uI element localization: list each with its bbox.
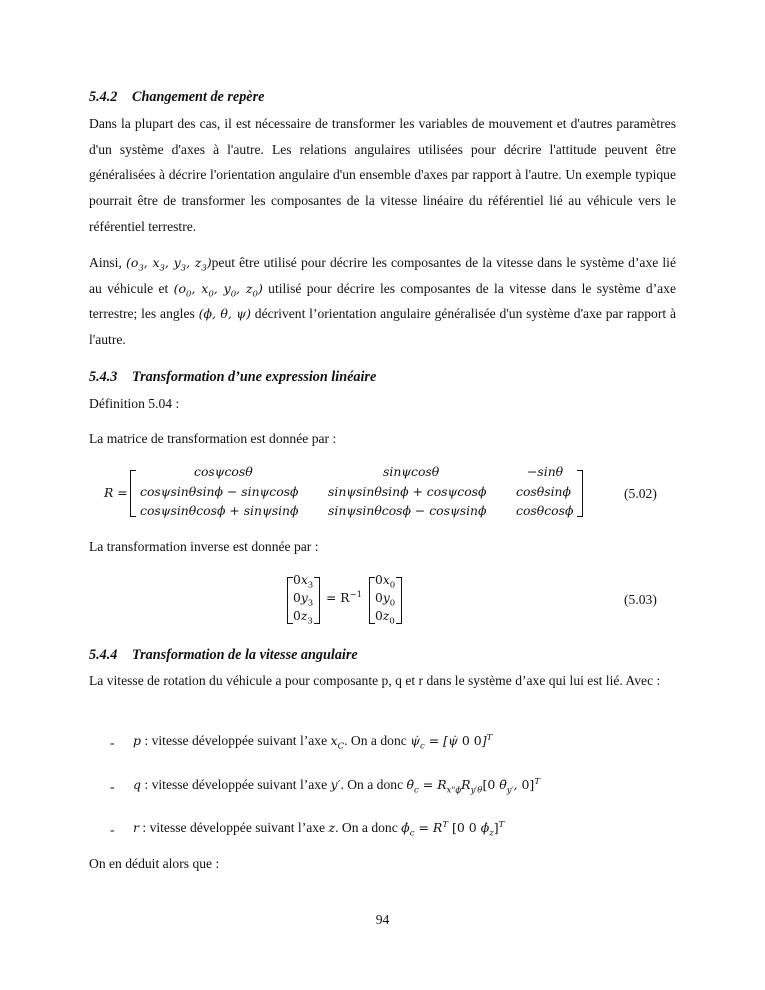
para2-part-a: Ainsi, [89, 255, 122, 270]
equation-number-5-03: (5.03) [624, 592, 657, 607]
vector-entry: $0x_0$ [375, 573, 396, 591]
inverse-intro: La transformation inverse est donnée par : [89, 539, 319, 554]
var-r: r [133, 820, 139, 835]
on-a-donc: . On a donc [344, 733, 407, 748]
vector-entry: $0y_3$ [293, 591, 314, 609]
vector-entry: $0y_0$ [375, 591, 396, 609]
vector-entry: $0z_3$ [293, 609, 313, 627]
definition-label: Définition 5.04 : [89, 396, 180, 411]
matrix-cell: −sinθ [527, 464, 564, 479]
section-heading-5-4-2 [89, 89, 676, 106]
matrix-cell: cosθsinϕ [516, 484, 571, 499]
bullet-dash: - [110, 779, 115, 794]
bullet-dash: - [110, 822, 115, 837]
matrix-cell: cosθcosϕ [516, 503, 574, 518]
var-q: q [133, 777, 142, 792]
axis-y-prime: y′ [330, 777, 341, 792]
section-number: 5.4.2 [89, 89, 118, 105]
matrix-lhs: R = [104, 485, 128, 500]
math-o0-frame: ($o_0$, $x_0$, $y_0$, $z_0$) [173, 280, 263, 300]
inverse-exponent: −1 [349, 589, 363, 600]
bullet-p [133, 732, 493, 752]
formula-theta: $\thetȧ_c = R_{x"\phi}R_{y'\theta}[0$ $\thetȧ_{y'}$, 0]$^T$ [406, 776, 540, 796]
section-number: 5.4.3 [89, 369, 118, 385]
formula-phi: $\phi̇_c = R^T$ [0 0 $\phi̇_z]^T$ [401, 819, 505, 839]
matrix-intro: La matrice de transformation est donnée par : [89, 431, 337, 446]
inverse-operator [326, 591, 362, 605]
section-heading-5-4-4 [89, 647, 676, 664]
bullet-text: : vitesse développée suivant l’axe [144, 777, 328, 792]
matrix-left-bracket [130, 470, 136, 517]
var-p: p [133, 733, 142, 748]
on-a-donc: . On a donc [335, 820, 398, 835]
page-number: 94 [375, 912, 390, 927]
matrix-cell: sinψsinθcosϕ − cosψsinϕ [328, 503, 487, 518]
conclusion-line: On en déduit alors que : [89, 856, 220, 871]
vector-right-bracket [314, 577, 320, 624]
section-heading-5-4-3 [89, 369, 676, 386]
matrix-cell: cosψsinθsinϕ − sinψcosϕ [140, 484, 299, 499]
equation-number-5-02: (5.02) [624, 486, 657, 501]
axis-z: z [328, 820, 336, 835]
section-title: Transformation de la vitesse angulaire [132, 647, 358, 663]
para2-part-d: décrivent l’orientation angulaire généralisée d'un système d'axe par rapport à l'autre. [89, 306, 677, 348]
paragraph-1: Dans la plupart des cas, il est nécessaire de transformer les variables de mouvement et d'autres paramètres d'un système d'axes à l'autre. Les relations angulaires utilisées pour décrire l'attitude peuvent être généralisées à décrire l'orientation angulaire d'un ensemble d'axes par rapport à l'autre. Un exemple typique pourrait être de transformer les composantes de la vitesse linéaire du référentiel lié au véhicule vers le référentiel terrestre. [89, 116, 676, 234]
matrix-cell: sinψsinθsinϕ + cosψcosϕ [328, 484, 487, 499]
on-a-donc: . On a donc [340, 777, 404, 792]
vector-entry: $0z_0$ [375, 609, 395, 627]
bullet-r [133, 819, 505, 839]
vector-left-bracket [287, 577, 293, 624]
bullet-dash: - [110, 735, 115, 750]
para2-part-b: peut être utilisé pour décrire les composantes de la vitesse dans le système d’axe lié au véhicule et [89, 255, 676, 296]
para2-part-c: utilisé pour décrire les composantes de la vitesse dans le système d’axe terrestre; les angles [89, 280, 677, 322]
paragraph-2 [89, 250, 676, 353]
matrix-cell: sinψcosθ [383, 464, 440, 479]
formula-psi: $\psi̇_c$ = [ψ̇ 0 0]$^T$ [410, 732, 493, 752]
bullet-text: : vitesse développée suivant l’axe [142, 820, 326, 835]
section-title: Changement de repère [132, 89, 265, 105]
equals-R: = R [326, 591, 350, 605]
vector-left-bracket [369, 577, 375, 624]
matrix-cell: cosψsinθcosϕ + sinψsinϕ [140, 503, 299, 518]
math-angles: (ϕ, θ, ψ) [198, 306, 251, 322]
matrix-cell: cosψcosθ [194, 464, 253, 479]
section-title: Transformation d’une expression linéaire [132, 369, 377, 385]
vector-right-bracket [396, 577, 402, 624]
math-o3-frame: ($o_3$, $x_3$, $y_3$, $z_3$) [125, 255, 212, 274]
matrix-right-bracket [577, 470, 583, 517]
paragraph-3: La vitesse de rotation du véhicule a pour composante p, q et r dans le système d’axe qui lui est lié. Avec : [89, 673, 661, 688]
bullet-q [133, 776, 540, 796]
axis-xc: $x_C$ [330, 733, 345, 752]
vector-entry: $0x_3$ [293, 573, 314, 591]
bullet-text: : vitesse développée suivant l’axe [144, 733, 328, 748]
section-number: 5.4.4 [89, 647, 118, 663]
